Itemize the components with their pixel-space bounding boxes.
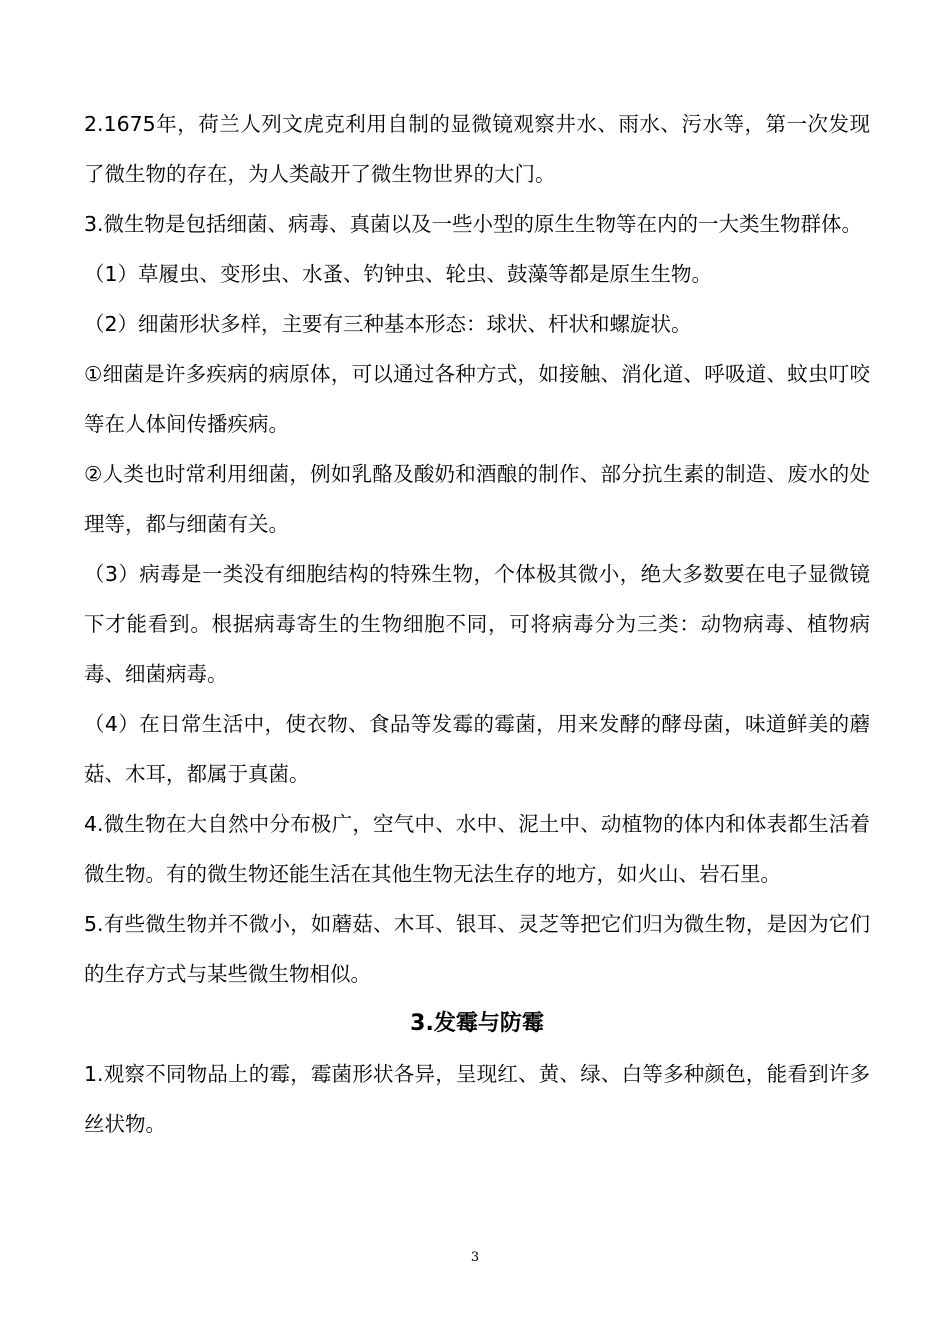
- page-number: 3: [470, 1250, 480, 1265]
- paragraph-bacteria-uses: ②人类也时常利用细菌，例如乳酪及酸奶和酒酿的制作、部分抗生素的制造、废水的处理等，都与细菌有关。: [84, 462, 870, 536]
- paragraph-fungi: （4）在日常生活中，使衣物、食品等发霉的霉菌，用来发酵的酵母菌，味道鲜美的蘑菇、木耳，都属于真菌。: [84, 712, 870, 786]
- paragraph-1675-leeuwenhoek: 2.1675年，荷兰人列文虎克利用自制的显微镜观察井水、雨水、污水等，第一次发现了微生物的存在，为人类敲开了微生物世界的大门。: [84, 112, 870, 186]
- paragraph-viruses: （3）病毒是一类没有细胞结构的特殊生物，个体极其微小，绝大多数要在电子显微镜下才能看到。根据病毒寄生的生物细胞不同，可将病毒分为三类：动物病毒、植物病毒、细菌病毒。: [84, 562, 870, 686]
- paragraph-protists: （1）草履虫、变形虫、水蚤、钓钟虫、轮虫、鼓藻等都是原生生物。: [84, 262, 713, 286]
- paragraph-large-microbes: 5.有些微生物并不微小，如蘑菇、木耳、银耳、灵芝等把它们归为微生物，是因为它们的生存方式与某些微生物相似。: [84, 912, 870, 986]
- section-heading: 3.发霉与防霉: [410, 1011, 544, 1036]
- document-body: [84, 99, 870, 1149]
- paragraph-microbe-definition: 3.微生物是包括细菌、病毒、真菌以及一些小型的原生生物等在内的一大类生物群体。: [84, 212, 863, 236]
- paragraph-microbe-distribution: 4.微生物在大自然中分布极广，空气中、水中、泥土中、动植物的体内和体表都生活着微生物。有的微生物还能生活在其他生物无法生存的地方，如火山、岩石里。: [84, 812, 870, 886]
- paragraph-bacteria-disease: ①细菌是许多疾病的病原体，可以通过各种方式，如接触、消化道、呼吸道、蚊虫叮咬等在人体间传播疾病。: [84, 362, 870, 436]
- paragraph-mold-observation: 1.观察不同物品上的霉，霉菌形状各异，呈现红、黄、绿、白等多种颜色，能看到许多丝状物。: [84, 1062, 870, 1136]
- paragraph-bacteria-shapes: （2）细菌形状多样，主要有三种基本形态：球状、杆状和螺旋状。: [84, 312, 692, 336]
